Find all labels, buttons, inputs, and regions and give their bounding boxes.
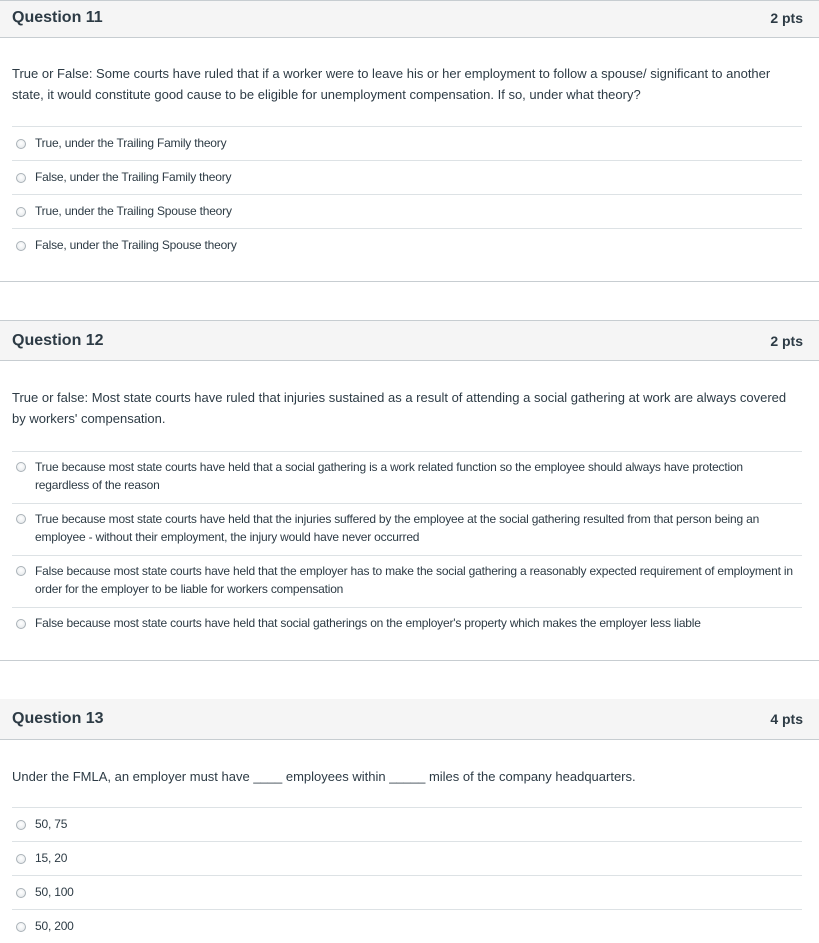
answer-list [12, 451, 802, 641]
radio-button[interactable] [16, 888, 26, 898]
radio-button[interactable] [16, 619, 26, 629]
question-title: Question 12 [12, 332, 104, 349]
answer-list [12, 126, 802, 262]
question-text: True or False: Some courts have ruled that if a worker were to leave his or her employment to follow a spouse/ significant to another state, it would constitute good cause to be eligible for unemployment compensation. If so, under what theory? [12, 66, 771, 102]
answer-label[interactable]: 50, 200 [35, 919, 74, 933]
radio-button[interactable] [16, 241, 26, 251]
question-divider [0, 281, 819, 282]
question-points: 2 pts [770, 333, 803, 349]
question-divider [0, 660, 819, 661]
radio-button[interactable] [16, 207, 26, 217]
question-12 [0, 320, 819, 661]
answer-option[interactable] [12, 555, 802, 607]
answer-label[interactable]: True, under the Trailing Family theory [35, 136, 227, 150]
question-13 [0, 699, 819, 943]
answer-label[interactable]: False because most state courts have held that the employer has to make the social gathering a reasonably expected requirement of employment in order for the employer to be liable for workers compensation [35, 564, 793, 596]
question-header [0, 0, 819, 38]
answer-label[interactable]: True because most state courts have held that a social gathering is a work related function so the employee should always have protection regardless of the reason [35, 460, 743, 492]
answer-label[interactable]: False because most state courts have held that social gatherings on the employer's property which makes the employer less liable [35, 616, 701, 630]
answer-option[interactable] [12, 126, 802, 160]
question-header [0, 699, 819, 740]
radio-button[interactable] [16, 854, 26, 864]
answer-option[interactable] [12, 607, 802, 641]
question-11 [0, 0, 819, 282]
question-points: 2 pts [770, 10, 803, 26]
answer-option[interactable] [12, 841, 802, 875]
question-title: Question 13 [12, 710, 104, 727]
radio-button[interactable] [16, 922, 26, 932]
answer-option[interactable] [12, 875, 802, 909]
answer-label[interactable]: 15, 20 [35, 851, 68, 865]
answer-label[interactable]: False, under the Trailing Spouse theory [35, 238, 237, 252]
radio-button[interactable] [16, 820, 26, 830]
answer-option[interactable] [12, 909, 802, 943]
radio-button[interactable] [16, 566, 26, 576]
radio-button[interactable] [16, 514, 26, 524]
answer-label[interactable]: 50, 100 [35, 885, 74, 899]
question-text: Under the FMLA, an employer must have ____ employees within _____ miles of the company headquarters. [12, 769, 636, 784]
radio-button[interactable] [16, 462, 26, 472]
answer-label[interactable]: 50, 75 [35, 817, 68, 831]
answer-option[interactable] [12, 160, 802, 194]
answer-option[interactable] [12, 807, 802, 841]
answer-option[interactable] [12, 451, 802, 503]
question-text: True or false: Most state courts have ruled that injuries sustained as a result of attending a social gathering at work are always covered by workers' compensation. [12, 390, 787, 426]
answer-list [12, 807, 802, 943]
question-header [0, 320, 819, 361]
answer-label[interactable]: False, under the Trailing Family theory [35, 170, 232, 184]
radio-button[interactable] [16, 173, 26, 183]
question-points: 4 pts [770, 711, 803, 727]
radio-button[interactable] [16, 139, 26, 149]
answer-option[interactable] [12, 228, 802, 262]
answer-label[interactable]: True because most state courts have held that the injuries suffered by the employee at the social gathering resulted from that person being an employee - without their employment, the injury would have never occurred [35, 512, 760, 544]
answer-option[interactable] [12, 503, 802, 555]
question-title: Question 11 [12, 9, 103, 26]
answer-option[interactable] [12, 194, 802, 228]
answer-label[interactable]: True, under the Trailing Spouse theory [35, 204, 232, 218]
